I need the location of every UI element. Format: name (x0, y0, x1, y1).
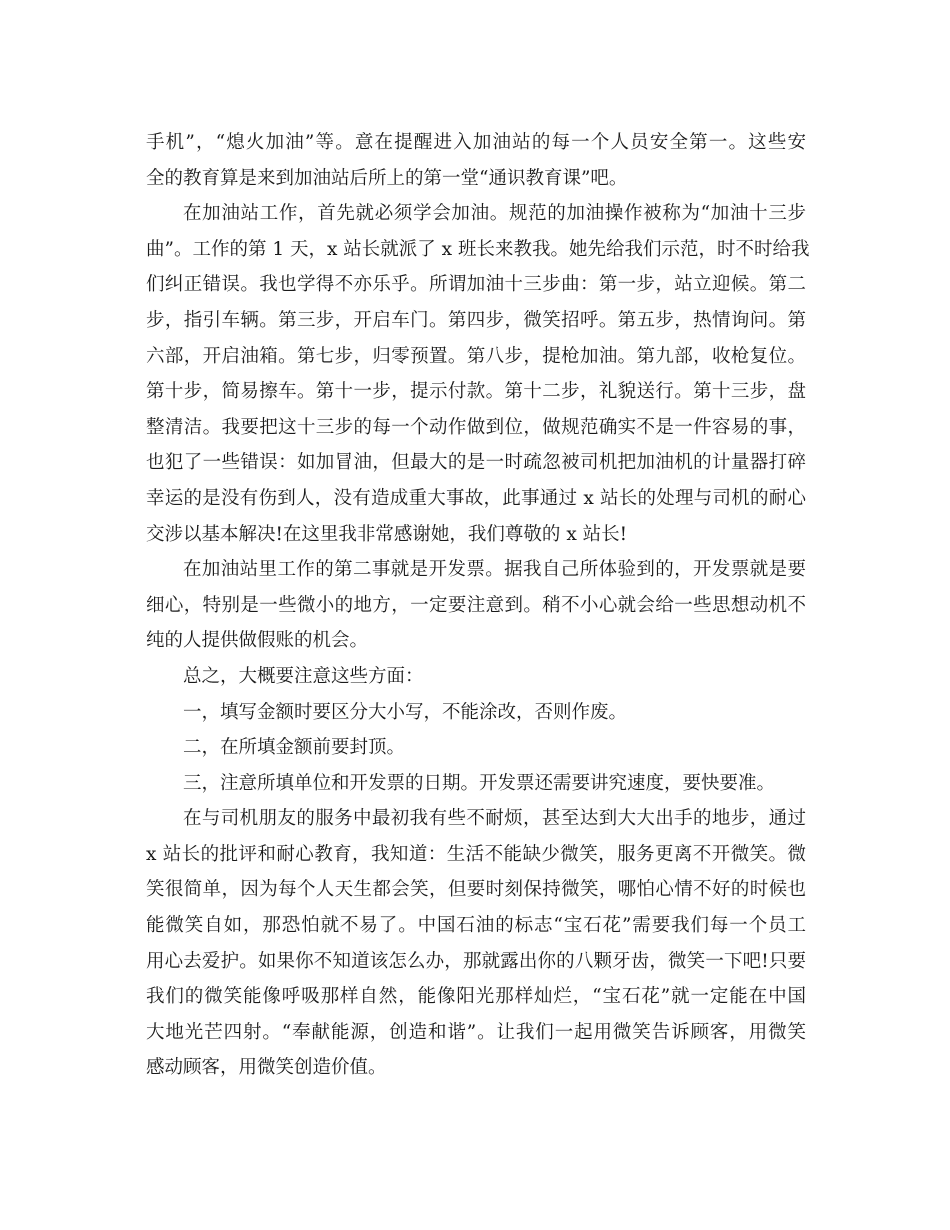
text-line: x 站长的批评和耐心教育，我知道：生活不能缺少微笑，服务更离不开微笑。微 (146, 843, 806, 865)
text-line: 一，填写金额时要区分大小写，不能涂改，否则作废。 (183, 701, 628, 723)
text-line: 在加油站工作，首先就必须学会加油。规范的加油操作被称为“加油十三步 (183, 203, 806, 225)
text-line: 用心去爱护。如果你不知道该怎么办，那就露出你的八颗牙齿，微笑一下吧!只要 (146, 950, 806, 972)
text-line: 能微笑自如，那恐怕就不易了。中国石油的标志“宝石花”需要我们每一个员工 (146, 915, 806, 937)
text-line: 在加油站里工作的第二事就是开发票。据我自己所体验到的，开发票就是要 (183, 559, 806, 581)
text-line: 感动顾客，用微笑创造价值。 (146, 1057, 387, 1079)
document-body (146, 125, 810, 1086)
text-line: 细心，特别是一些微小的地方，一定要注意到。稍不小心就会给一些思想动机不 (146, 594, 806, 616)
text-line: 二，在所填金额前要封顶。 (183, 737, 406, 759)
text-line: 大地光芒四射。“奉献能源，创造和谐”。让我们一起用微笑告诉顾客，用微笑 (146, 1021, 806, 1043)
text-line: 全的教育算是来到加油站后所上的第一堂“通识教育课”吧。 (146, 167, 628, 189)
text-line: 手机”，“熄火加油”等。意在提醒进入加油站的每一个人员安全第一。这些安 (146, 132, 806, 153)
text-line: 曲”。工作的第 1 天，x 站长就派了 x 班长来教我。她先给我们示范，时不时给我 (146, 238, 810, 260)
text-line: 幸运的是没有伤到人，没有造成重大事故，此事通过 x 站长的处理与司机的耐心 (146, 487, 806, 509)
text-line: 也犯了一些错误：如加冒油，但最大的是一时疏忽被司机把加油机的计量器打碎 (146, 452, 806, 474)
text-line: 交涉以基本解决!在这里我非常感谢她，我们尊敬的 x 站长! (146, 523, 628, 545)
text-line: 三，注意所填单位和开发票的日期。开发票还需要讲究速度，要快要准。 (183, 772, 776, 794)
text-line: 整清洁。我要把这十三步的每一个动作做到位，做规范确实不是一件容易的事， (146, 416, 806, 438)
text-line: 我们的微笑能像呼吸那样自然，能像阳光那样灿烂，“宝石花”就一定能在中国 (146, 986, 806, 1008)
text-line: 总之，大概要注意这些方面： (183, 665, 424, 687)
text-line: 在与司机朋友的服务中最初我有些不耐烦，甚至达到大大出手的地步，通过 (183, 808, 806, 830)
text-line: 们纠正错误。我也学得不亦乐乎。所谓加油十三步曲：第一步，站立迎候。第二 (146, 274, 806, 296)
text-line: 步，指引车辆。第三步，开启车门。第四步，微笑招呼。第五步，热情询问。第 (146, 309, 806, 331)
text-line: 第十步，简易擦车。第十一步，提示付款。第十二步，礼貌送行。第十三步，盘 (146, 381, 806, 403)
text-line: 笑很简单，因为每个人天生都会笑，但要时刻保持微笑，哪怕心情不好的时候也 (146, 879, 806, 901)
text-line: 六部，开启油箱。第七步，归零预置。第八步，提枪加油。第九部，收枪复位。 (146, 345, 806, 367)
text-line: 纯的人提供做假账的机会。 (146, 630, 369, 652)
